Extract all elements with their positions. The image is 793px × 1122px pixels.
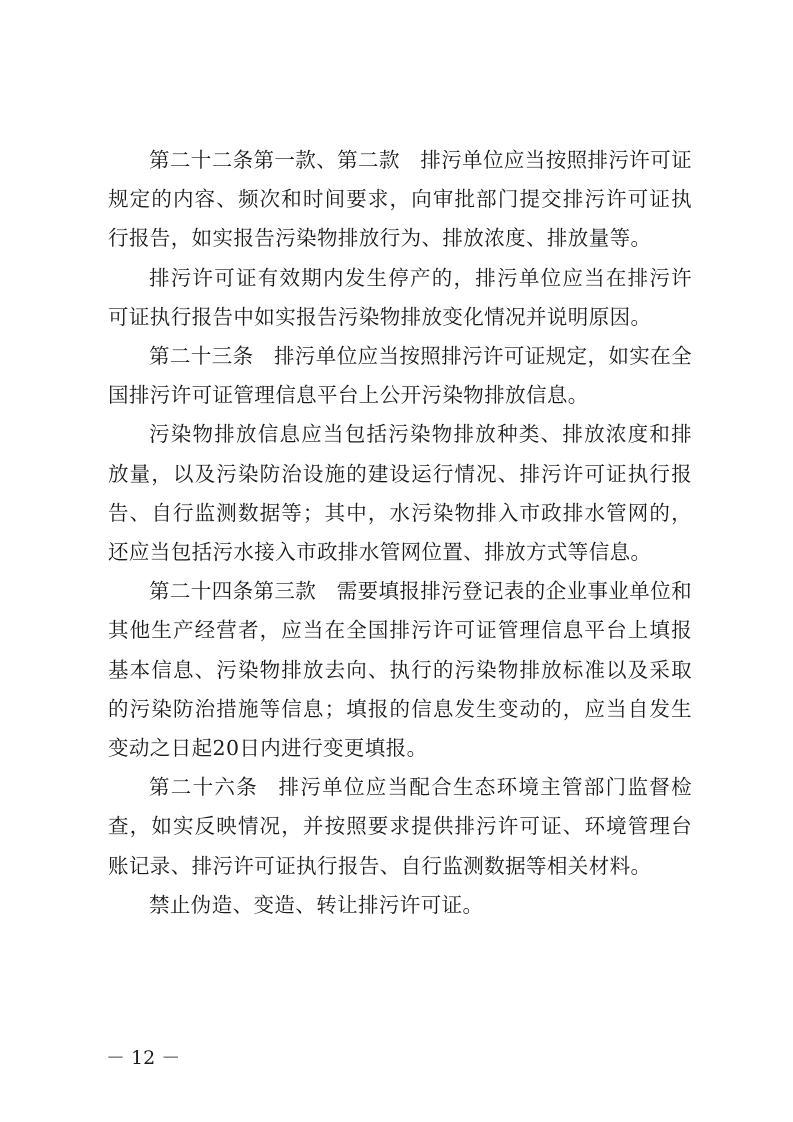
paragraph-article-23 [108,337,692,415]
article-number: 第二十六条 [149,775,259,800]
paragraph-prohibition [108,886,692,925]
paragraph-disclosure-content [108,415,692,572]
article-number: 第二十四条第三款 [149,579,317,604]
paragraph-article-22 [108,141,692,259]
paragraph-article-26 [108,768,692,886]
page-number: － 12 － [106,1047,181,1069]
paragraph-text: 禁止伪造、变造、转让排污许可证。 [149,892,484,917]
article-number: 第二十二条第一款、第二款 [149,148,400,172]
paragraph-article-24 [108,572,692,768]
paragraph-text: 排污单位应当按照排污许可证规定，如实在全国排污许可证管理信息平台上公开污染物排放信息。 [108,344,692,408]
paragraph-text: 需要填报排污登记表的企业事业单位和其他生产经营者，应当在全国排污许可证管理信息平台上填报基本信息、污染物排放去向、执行的污染物排放标准以及采取的污染防治措施等信息；填报的信息发生变动的，应当自发生变动之日起20日内进行变更填报。 [108,579,693,761]
paragraph-text: 污染物排放信息应当包括污染物排放种类、排放浓度和排放量，以及污染防治设施的建设运行情况、排污许可证执行报告、自行监测数据等；其中，水污染物排入市政排水管网的，还应当包括污水接入市政排水管网位置、排放方式等信息。 [108,422,692,565]
paragraph-text: 排污单位应当按照排污许可证规定的内容、频次和时间要求，向审批部门提交排污许可证执行报告，如实报告污染物排放行为、排放浓度、排放量等。 [108,148,693,251]
article-number: 第二十三条 [149,344,254,369]
paragraph-suspension [108,259,692,337]
document-body [108,141,692,925]
paragraph-text: 排污单位应当配合生态环境主管部门监督检查，如实反映情况，并按照要求提供排污许可证、环境管理台账记录、排污许可证执行报告、自行监测数据等相关材料。 [108,775,692,878]
paragraph-text: 排污许可证有效期内发生停产的，排污单位应当在排污许可证执行报告中如实报告污染物排放变化情况并说明原因。 [108,265,692,329]
